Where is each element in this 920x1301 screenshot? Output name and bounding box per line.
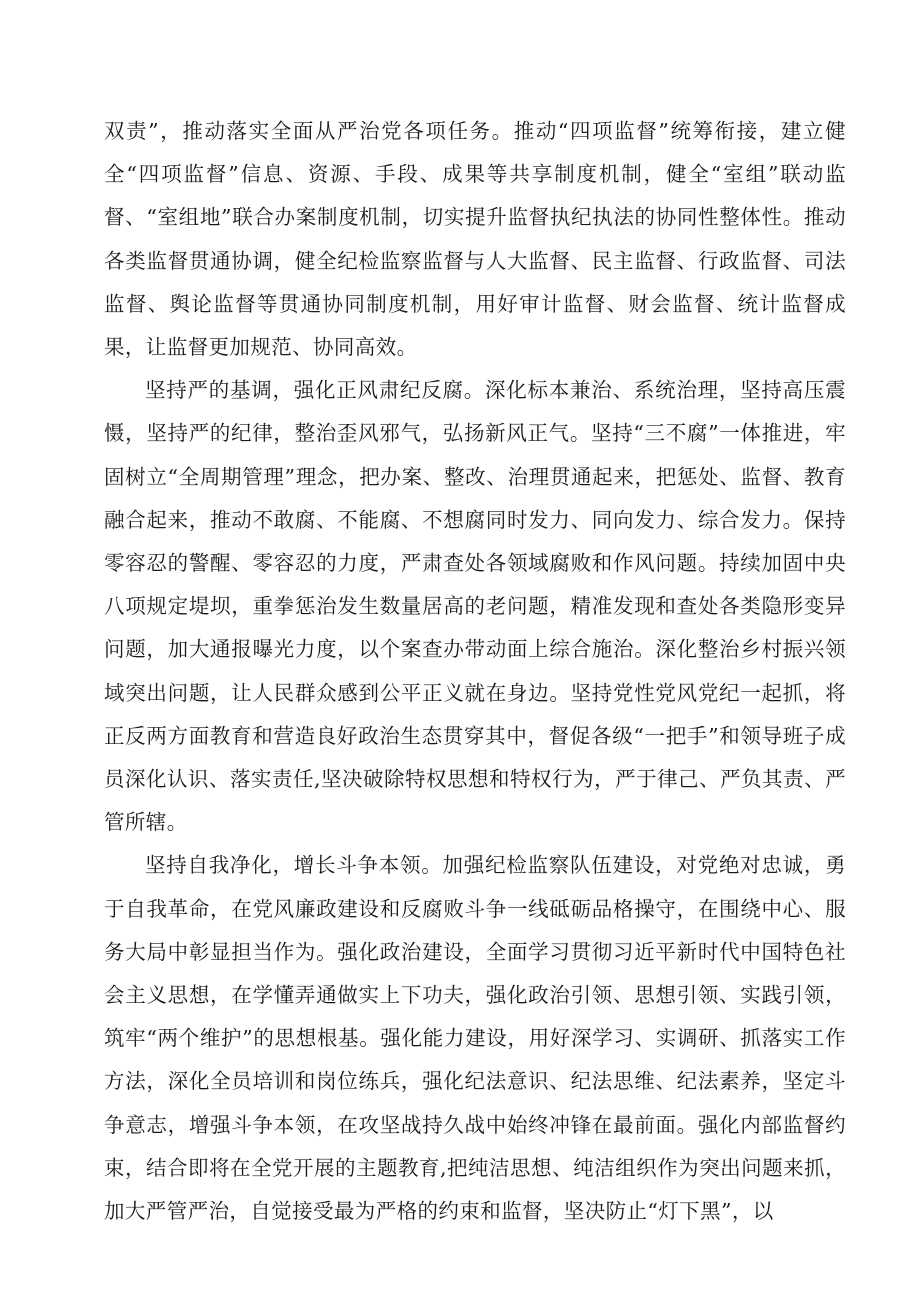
paragraph-supervision-coordination: 双责”，推动落实全面从严治党各项任务。推动“四项监督”统筹衔接，建立健全“四项监督”信息、资源、手段、成果等共享制度机制，健全“室组”联动监督、“室组地”联合办案制度机制，切实提升监督执纪执法的协同性整体性。推动各类监督贯通协调，健全纪检监察监督与人大监督、民主监督、行政监督、司法监督、舆论监督等贯通协同制度机制，用好审计监督、财会监督、统计监督成果，让监督更加规范、协同高效。 xyxy=(104,119,846,360)
paragraph-strict-anticorruption: 坚持严的基调，强化正风肃纪反腐。深化标本兼治、系统治理，坚持高压震慑，坚持严的纪律，整治歪风邪气，弘扬新风正气。坚持“三不腐”一体推进，牢固树立“全周期管理”理念，把办案、整改、治理贯通起来，把惩处、监督、教育融合起来，推动不敢腐、不能腐、不想腐同时发力、同向发力、综合发力。保持零容忍的警醒、零容忍的力度，严肃查处各领域腐败和作风问题。持续加固中央八项规定堤坝，重拳惩治发生数量居高的老问题，精准发现和查处各类隐形变异问题，加大通报曝光力度，以个案查办带动面上综合施治。深化整治乡村振兴领域突出问题，让人民群众感到公平正义就在身边。坚持党性党风党纪一起抓，将正反两方面教育和营造良好政治生态贯穿其中，督促各级“一把手”和领导班子成员深化认识、落实责任,坚决破除特权思想和特权行为，严于律己、严负其责、严管所辖。 xyxy=(104,378,846,835)
document-body xyxy=(104,110,846,1233)
paragraph-self-purification: 坚持自我净化，增长斗争本领。加强纪检监察队伍建设，对党绝对忠诚，勇于自我革命，在党风廉政建设和反腐败斗争一线砥砺品格操守，在围绕中心、服务大局中彰显担当作为。强化政治建设，全面学习贯彻习近平新时代中国特色社会主义思想，在学懂弄通做实上下功夫，强化政治引领、思想引领、实践引领，筑牢“两个维护”的思想根基。强化能力建设，用好深学习、实调研、抓落实工作方法，深化全员培训和岗位练兵，强化纪法意识、纪法思维、纪法素养，坚定斗争意志，增强斗争本领，在攻坚战持久战中始终冲锋在最前面。强化内部监督约束，结合即将在全党开展的主题教育,把纯洁思想、纯洁组织作为突出问题来抓，加大严管严治，自觉接受最为严格的约束和监督，坚决防止“灯下黑”，以 xyxy=(104,853,846,1224)
